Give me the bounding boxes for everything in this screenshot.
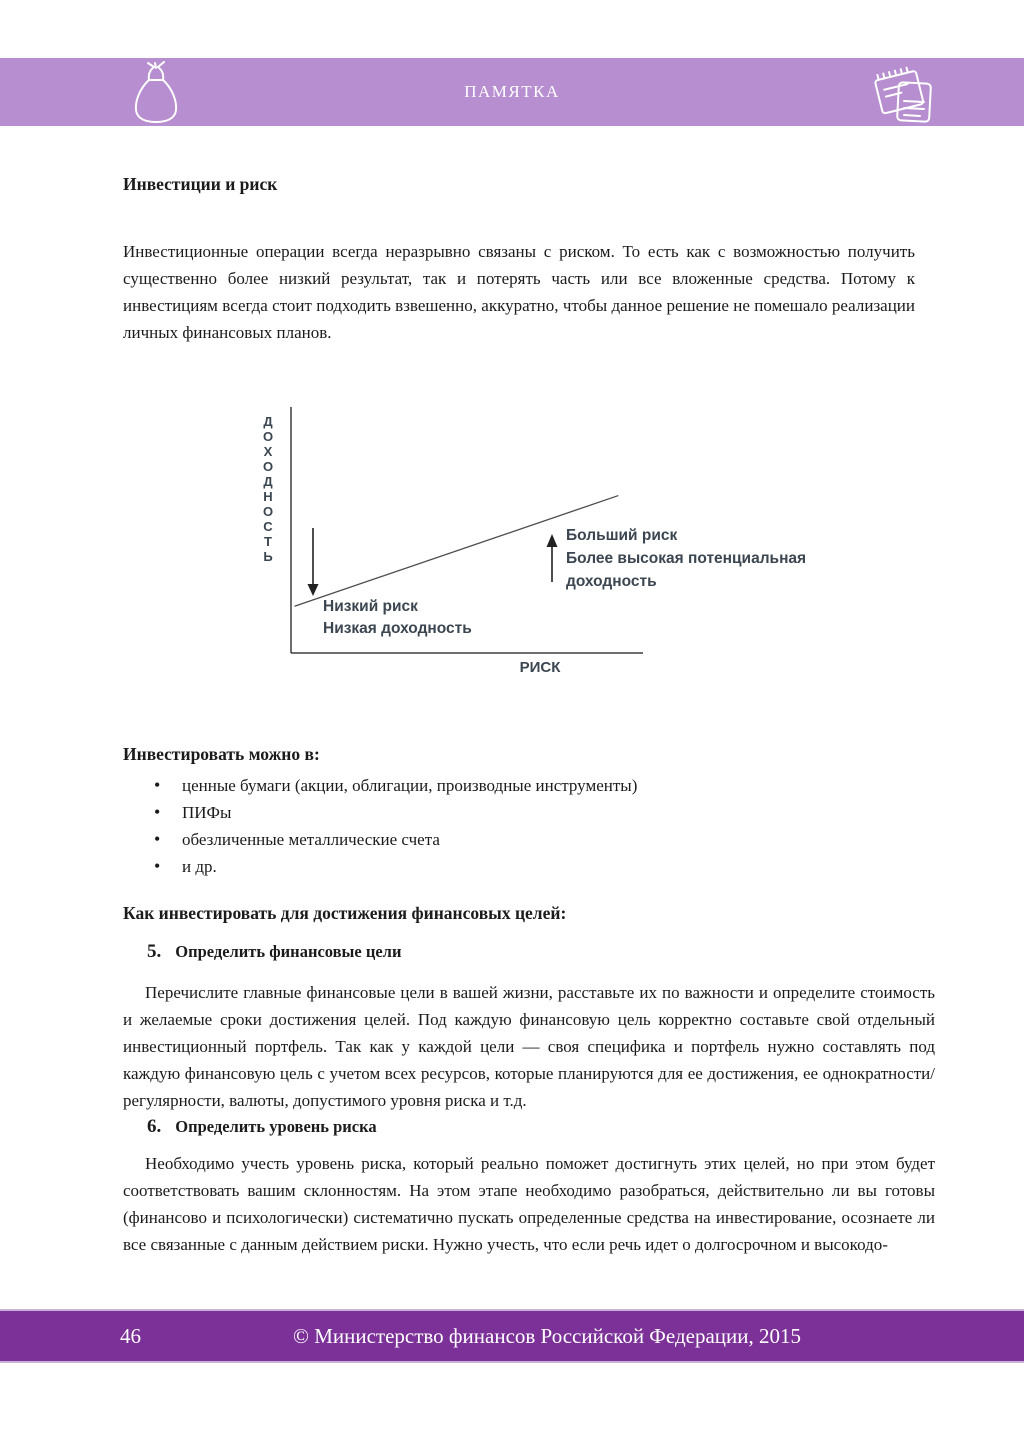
list-item: • ценные бумаги (акции, облигации, производные инструменты) [152, 776, 637, 796]
section-title: Инвестиции и риск [123, 174, 278, 194]
header-bar [0, 58, 1024, 126]
page-header-title: ПАМЯТКА [464, 82, 560, 101]
x-axis-label: РИСК [519, 659, 561, 676]
up-arrow-icon [547, 534, 558, 582]
annotation-line: доходность [566, 573, 657, 590]
down-arrow-icon [308, 528, 319, 596]
step-number: 6. [147, 1116, 162, 1137]
step-6-body: Необходимо учесть уровень риска, который реально поможет достигнуть этих целей, но при этом будет соответствовать вашим склонностям. На этом этапе необходимо разобраться, действительно ли вы готовы (финансово и психологически) систематично пускать определенные средства на инвестирование, осознаете ли все связанные с данным действием риски. Нужно учесть, что если речь идет о долгосрочном и высокодо- [123, 1154, 935, 1254]
intro-paragraph: Инвестиционные операции всегда неразрывно связаны с риском. То есть как с возможностью получить существенно более низкий результат, так и потерять часть или все вложенные средства. Потому к инвестициям всегда стоит подходить взвешенно, аккуратно, чтобы данное решение не помешало реализации личных финансовых планов. [123, 242, 915, 342]
page-number: 46 [120, 1323, 141, 1348]
annotation-line: Больший риск [566, 527, 678, 544]
y-axis-label: Д О Х О Д Н О С Т Ь [262, 414, 274, 564]
step-number: 5. [147, 941, 162, 962]
invest-list-heading: Инвестировать можно в: [123, 744, 320, 764]
step-title: Определить финансовые цели [175, 942, 402, 961]
footer-bar [0, 1309, 1024, 1363]
list-item: • обезличенные металлические счета [152, 830, 637, 850]
list-item: • и др. [152, 857, 637, 877]
step-5-heading [147, 941, 401, 963]
step-6-heading [147, 1116, 377, 1138]
step-5-body: Перечислите главные финансовые цели в вашей жизни, расставьте их по важности и определите стоимость и желаемые сроки достижения целей. Под каждую финансовую цель корректно составьте свой отдельный инвестиционный портфель. Так как у каждой цели — своя специфика и портфель нужно составлять под каждую финансовую цель с учетом всех ресурсов, которые планируются для ее достижения, ее однократности/регулярности, валюты, допустимого уровня риска и т.д. [123, 983, 935, 1110]
annotation-high-risk [566, 524, 806, 593]
notepad-icon [868, 59, 942, 130]
list-item: • ПИФы [152, 803, 637, 823]
annotation-line: Низкая доходность [323, 620, 472, 637]
annotation-line: Более высокая потенциальная [566, 550, 807, 567]
how-to-heading: Как инвестировать для достижения финансовых целей: [123, 903, 567, 923]
annotation-low-risk [323, 596, 472, 640]
step-title: Определить уровень риска [175, 1117, 377, 1136]
invest-list [152, 776, 637, 884]
annotation-line: Низкий риск [323, 598, 418, 615]
risk-return-chart [250, 398, 850, 698]
copyright-text: © Министерство финансов Российской Федерации, 2015 [293, 1323, 801, 1348]
